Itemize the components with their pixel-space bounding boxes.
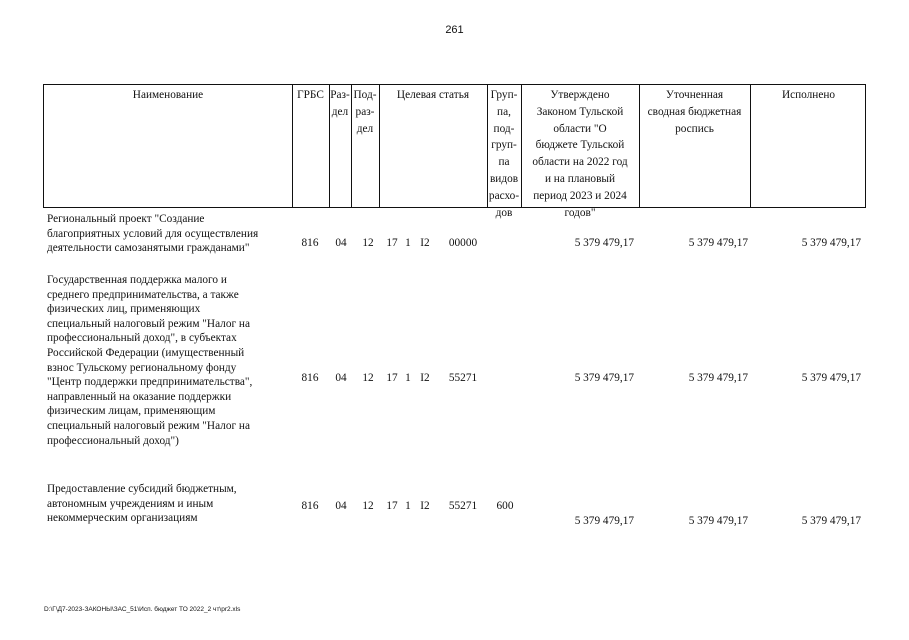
row-expense-group: 600 bbox=[496, 500, 514, 512]
row-target-4: 00000 bbox=[448, 237, 478, 249]
table-row bbox=[0, 482, 909, 532]
row-refined: 5 379 479,17 bbox=[688, 237, 748, 249]
row-grbs: 816 bbox=[301, 237, 319, 249]
row-name: Предоставление субсидий бюджетным, автономным учреждениям и иным некоммерческим организациям bbox=[47, 483, 237, 525]
row-razdel: 04 bbox=[335, 237, 347, 249]
header-expense-group: Груп- па, под- груп- па видов расхо- дов bbox=[488, 89, 520, 219]
row-target-2: 1 bbox=[405, 372, 411, 384]
row-target-1: 17 bbox=[386, 500, 398, 512]
row-refined: 5 379 479,17 bbox=[688, 515, 748, 527]
table-header bbox=[43, 84, 866, 219]
row-target-4: 55271 bbox=[448, 500, 478, 512]
row-approved: 5 379 479,17 bbox=[574, 372, 634, 384]
header-approved: Утверждено Законом Тульской области "О бюджете Тульской области на 2022 год и на плановый период 2023 и 2024 годов" bbox=[532, 89, 628, 219]
row-refined: 5 379 479,17 bbox=[688, 372, 748, 384]
row-podrazdel: 12 bbox=[362, 372, 374, 384]
row-target-4: 55271 bbox=[448, 372, 478, 384]
row-razdel: 04 bbox=[335, 500, 347, 512]
row-target-2: 1 bbox=[405, 237, 411, 249]
page-number: 261 bbox=[445, 24, 464, 36]
header-name: Наименование bbox=[132, 89, 204, 101]
row-target-3: I2 bbox=[420, 500, 430, 512]
row-target-1: 17 bbox=[386, 237, 398, 249]
row-name: Региональный проект "Создание благоприятных условий для осуществления деятельности самозанятыми гражданами" bbox=[47, 213, 259, 255]
footer-file-path: D:\Г\Д7-2023-ЗАКОНЫ\ЗАС_51\Исп. бюджет ТО 2022_2 чт\pr2.xls bbox=[44, 606, 241, 613]
header-target-article: Целевая статья bbox=[396, 89, 470, 101]
header-executed: Исполнено bbox=[781, 89, 836, 101]
row-target-3: I2 bbox=[420, 237, 430, 249]
row-target-1: 17 bbox=[386, 372, 398, 384]
header-refined: Уточненная сводная бюджетная роспись bbox=[647, 89, 742, 135]
row-target-2: 1 bbox=[405, 500, 411, 512]
table-row bbox=[0, 212, 909, 262]
header-razdel: Раз- дел bbox=[330, 89, 350, 118]
table-row bbox=[0, 273, 909, 453]
row-executed: 5 379 479,17 bbox=[801, 515, 861, 527]
row-grbs: 816 bbox=[301, 372, 319, 384]
row-approved: 5 379 479,17 bbox=[574, 237, 634, 249]
row-executed: 5 379 479,17 bbox=[801, 372, 861, 384]
row-name: Государственная поддержка малого и среднего предпринимательства, а также физических лиц, применяющих специальный налоговый режим "Налог на профессиональный доход", в субъектах Российской Федерации (имущественный взнос Тульскому региональному фонду "Центр поддержки предпринимательства", направленный на оказание поддержки физическим лицам, применяющим специальный налоговый режим "Налог на профессиональный доход") bbox=[47, 274, 253, 447]
row-approved: 5 379 479,17 bbox=[574, 515, 634, 527]
row-podrazdel: 12 bbox=[362, 500, 374, 512]
header-grbs: ГРБС bbox=[297, 89, 324, 101]
row-razdel: 04 bbox=[335, 372, 347, 384]
row-executed: 5 379 479,17 bbox=[801, 237, 861, 249]
header-podrazdel: Под- раз- дел bbox=[353, 89, 377, 135]
row-podrazdel: 12 bbox=[362, 237, 374, 249]
row-grbs: 816 bbox=[301, 500, 319, 512]
row-target-3: I2 bbox=[420, 372, 430, 384]
